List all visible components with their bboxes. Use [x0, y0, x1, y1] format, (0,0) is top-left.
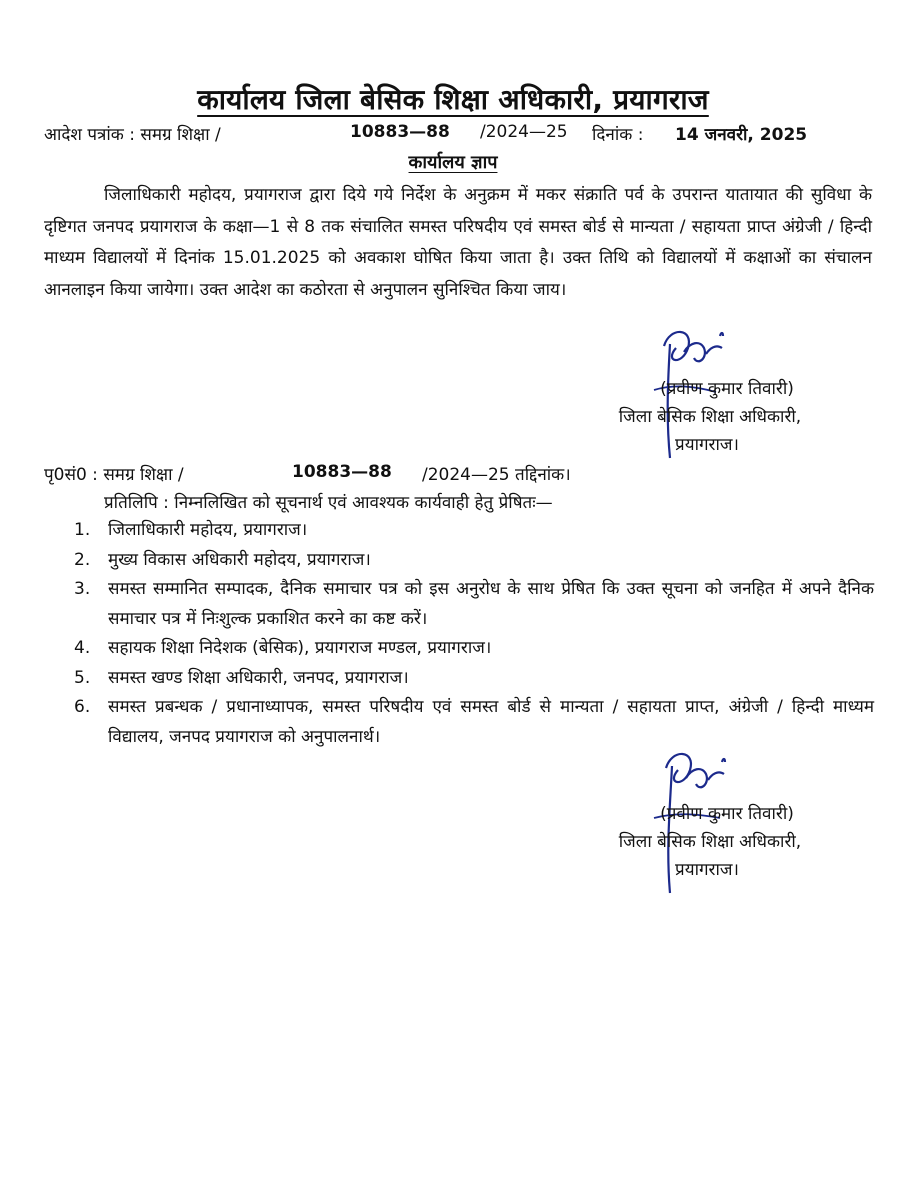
signatory-place: प्रयागराज।	[675, 435, 739, 455]
copy-intro: प्रतिलिपि : निम्नलिखित को सूचनार्थ एवं आवश्यक कार्यवाही हेतु प्रेषितः—	[104, 493, 553, 513]
copy-recipients-list	[74, 516, 874, 752]
copy-ref-suffix: /2024—25 तद्दिनांक।	[422, 465, 571, 485]
list-item: 1. जिलाधिकारी महोदय, प्रयागराज।	[74, 520, 308, 540]
signatory-place: प्रयागराज।	[675, 860, 739, 880]
list-item: 2. मुख्य विकास अधिकारी महोदय, प्रयागराज।	[74, 549, 371, 570]
list-item: 6. समस्त प्रबन्धक / प्रधानाध्यापक, समस्त परिषदीय एवं समस्त बोर्ड से मान्यता / सहायता प्राप्त, अंग्रेजी / हिन्दी माध्यम विद्यालय, जनपद प्रयागराज को अनुपालनार्थ।	[74, 697, 874, 747]
signatory-designation: जिला बेसिक शिक्षा अधिकारी,	[618, 407, 802, 427]
order-reference-line	[44, 122, 864, 148]
order-paragraph: जिलाधिकारी महोदय, प्रयागराज द्वारा दिये गये निर्देश के अनुक्रम में मकर संक्राति पर्व के उपरान्त यातायात की सुविधा के दृष्टिगत जनपद प्रयागराज के कक्षा—1 से 8 तक संचालित समस्त परिषदीय एवं समस्त बोर्ड से मान्यता / सहायता प्राप्त अंग्रेजी / हिन्दी माध्यम विद्यालयों में दिनांक 15.01.2025 को अवकाश घोषित किया जाता है। उक्त तिथि को विद्यालयों में कक्षाओं का संचालन आनलाइन किया जायेगा। उक्त आदेश का कठोरता से अनुपालन सुनिश्चित किया जाय।	[44, 185, 872, 300]
copy-reference-line	[44, 462, 864, 488]
signatory-name: (प्रवीण कुमार तिवारी)	[660, 804, 794, 824]
copy-ref-label: पृ0सं0 : समग्र शिक्षा /	[44, 465, 184, 485]
copy-ref-number: 10883—88	[292, 462, 392, 482]
office-title: कार्यालय जिला बेसिक शिक्षा अधिकारी, प्रयागराज	[197, 83, 709, 116]
signature-block-1	[560, 375, 860, 459]
list-item: 3. समस्त सम्मानित सम्पादक, दैनिक समाचार पत्र को इस अनुरोध के साथ प्रेषित कि उक्त सूचना को जनहित में अपने दैनिक समाचार पत्र में निःशुल्क प्रकाशित करने का कष्ट करें।	[74, 579, 874, 629]
order-year: /2024—25	[480, 122, 568, 142]
date-value: 14 जनवरी, 2025	[675, 125, 808, 145]
memo-heading: कार्यालय ज्ञाप	[408, 152, 498, 173]
order-number: 10883—88	[350, 122, 450, 142]
signature-block-2	[560, 800, 860, 884]
signatory-name: (प्रवीण कुमार तिवारी)	[660, 379, 794, 399]
list-item: 4. सहायक शिक्षा निदेशक (बेसिक), प्रयागराज मण्डल, प्रयागराज।	[74, 638, 492, 658]
date-label: दिनांक :	[592, 125, 644, 145]
signatory-designation: जिला बेसिक शिक्षा अधिकारी,	[618, 832, 802, 852]
order-label: आदेश पत्रांक : समग्र शिक्षा /	[44, 125, 221, 145]
list-item: 5. समस्त खण्ड शिक्षा अधिकारी, जनपद, प्रयागराज।	[74, 667, 409, 688]
